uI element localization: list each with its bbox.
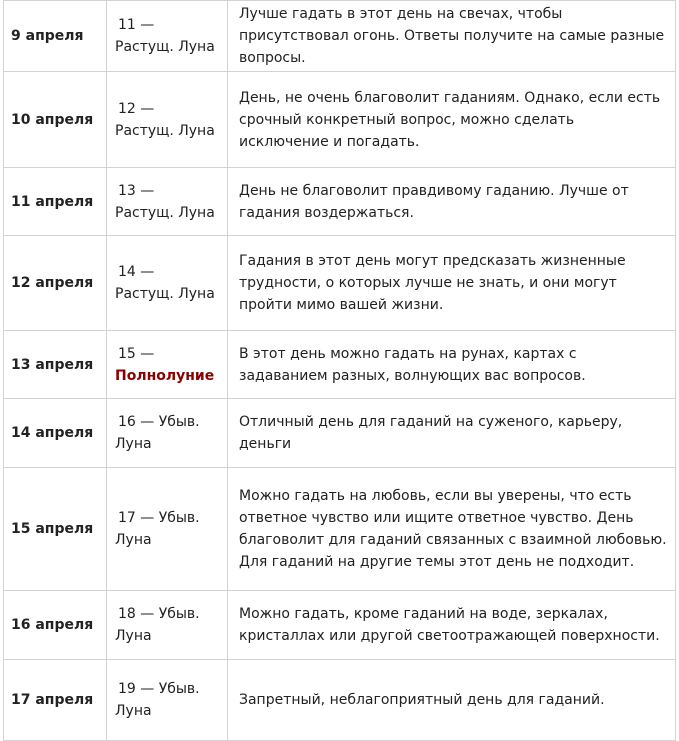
full-moon-label: Полнолуние [115, 367, 215, 384]
date-cell: 12 апреля [4, 236, 107, 331]
moon-cell [107, 236, 228, 331]
moon-day: 12 — [118, 100, 155, 117]
date-cell: 13 апреля [4, 331, 107, 399]
moon-phase: Растущ. Луна [115, 204, 215, 221]
table-row [4, 168, 676, 236]
moon-day: 19 — Убыв. [118, 681, 200, 697]
moon-day: 16 — Убыв. [118, 414, 200, 430]
date-cell: 10 апреля [4, 72, 107, 168]
moon-day: 11 — [118, 17, 155, 33]
moon-phase: Растущ. Луна [115, 286, 215, 302]
description-cell: День, не очень благоволит гаданиям. Однако, если есть срочный конкретный вопрос, можно сделать исключение и погадать. [228, 72, 676, 168]
date-cell: 15 апреля [4, 468, 107, 591]
table-row [4, 399, 676, 468]
date-cell: 11 апреля [4, 168, 107, 236]
moon-cell [107, 331, 228, 399]
table-row [4, 660, 676, 741]
description-cell: День не благоволит правдивому гаданию. Лучше от гадания воздержаться. [228, 168, 676, 236]
moon-cell [107, 399, 228, 468]
moon-phase: Луна [115, 703, 152, 719]
moon-cell [107, 660, 228, 741]
moon-phase: Луна [115, 436, 152, 452]
description-cell: Лучше гадать в этот день на свечах, чтобы присутствовал огонь. Ответы получите на самые разные вопросы. [228, 1, 676, 72]
table-row [4, 72, 676, 168]
moon-day: 13 — [118, 182, 155, 199]
description-cell: В этот день можно гадать на рунах, картах с задаванием разных, волнующих вас вопросов. [228, 331, 676, 399]
table-row [4, 236, 676, 331]
description-cell: Запретный, неблагоприятный день для гаданий. [228, 660, 676, 741]
moon-day: 15 — [118, 345, 155, 362]
table-row [4, 1, 676, 72]
moon-phase: Растущ. Луна [115, 122, 215, 139]
moon-day: 18 — Убыв. [118, 606, 200, 622]
date-cell: 9 апреля [4, 1, 107, 72]
moon-day: 17 — Убыв. [118, 510, 200, 526]
moon-cell [107, 72, 228, 168]
date-cell: 14 апреля [4, 399, 107, 468]
moon-calendar-table [3, 0, 676, 741]
description-cell: Отличный день для гаданий на суженого, карьеру, деньги [228, 399, 676, 468]
date-cell: 16 апреля [4, 591, 107, 660]
table-row [4, 468, 676, 591]
moon-cell [107, 591, 228, 660]
moon-phase: Луна [115, 532, 152, 548]
moon-phase: Луна [115, 628, 152, 644]
moon-phase: Растущ. Луна [115, 39, 215, 55]
moon-cell [107, 168, 228, 236]
description-cell: Гадания в этот день могут предсказать жизненные трудности, о которых лучше не знать, и они могут пройти мимо вашей жизни. [228, 236, 676, 331]
table-row [4, 591, 676, 660]
description-cell: Можно гадать на любовь, если вы уверены, что есть ответное чувство или ищите ответное чувство. День благоволит для гаданий связанных с взаимной любовью. Для гаданий на другие темы этот день не подходит. [228, 468, 676, 591]
table-row [4, 331, 676, 399]
moon-day: 14 — [118, 264, 155, 280]
moon-cell [107, 1, 228, 72]
moon-cell [107, 468, 228, 591]
date-cell: 17 апреля [4, 660, 107, 741]
description-cell: Можно гадать, кроме гаданий на воде, зеркалах, кристаллах или другой светоотражающей поверхности. [228, 591, 676, 660]
